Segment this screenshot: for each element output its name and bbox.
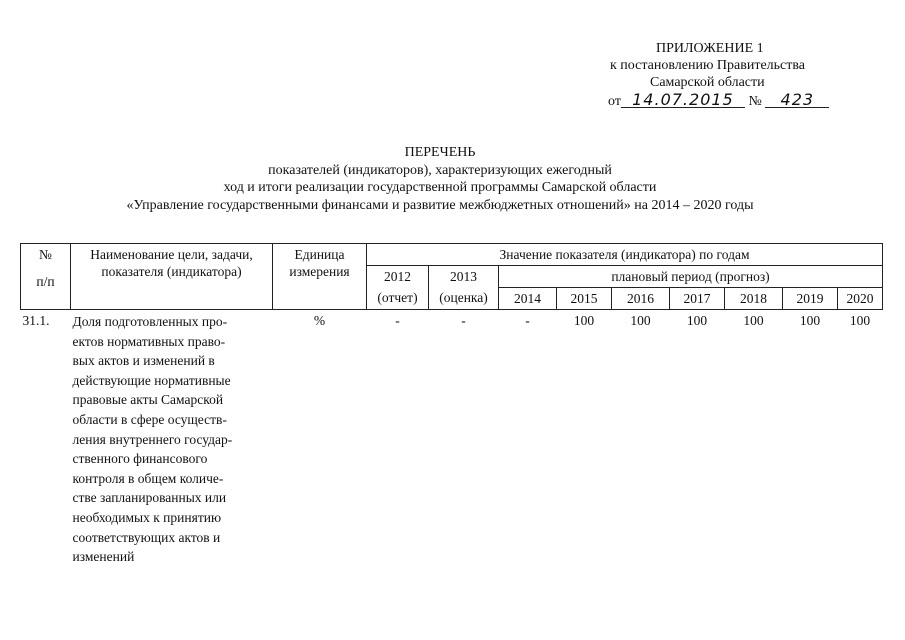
header-planned: плановый период (прогноз) [499,266,883,288]
header-2012-year: 2012 [384,269,411,284]
row-name-line: ектов нормативных право- [72,333,226,349]
header-num-line1: № [39,247,52,262]
row-value-2014: - [525,313,530,328]
row-name-line: области в сфере осуществ- [72,411,227,427]
header-year-2014: 2014 [499,288,557,310]
header-year-2016: 2016 [612,288,670,310]
row-value-2013: - [461,313,466,328]
header-year-2019: 2019 [783,288,838,310]
heading-line-3: «Управление государственными финансами и развитие межбюджетных отношений» на 2014 – 2020 годы [126,197,754,213]
row-value-2016: 100 [630,313,651,328]
header-year-2017: 2017 [670,288,725,310]
row-name-line: ления внутреннего государ- [72,431,233,447]
header-2012 [367,266,429,310]
date-prefix: от [608,94,621,109]
header-2013 [429,266,499,310]
appendix-line-resolution: к постановлению Правительства [610,58,806,73]
row-name-line: Доля подготовленных про- [72,314,228,329]
header-year-2015: 2015 [557,288,612,310]
row-name-line: изменений [72,549,135,565]
row-name [71,310,273,569]
table-row [21,310,883,569]
appendix-title: ПРИЛОЖЕНИЕ 1 [656,41,764,56]
header-2013-note: (оценка) [439,290,488,305]
row-name-line: действующие нормативные [72,372,231,388]
row-value-2018: 100 [743,313,764,328]
heading-line-2: ход и итоги реализации государственной программы Самарской области [223,180,657,195]
row-value-2017: 100 [686,313,708,328]
header-year-2018: 2018 [725,288,783,310]
row-value-2015: 100 [573,313,595,328]
row-name-line: стве запланированных или [72,490,227,506]
appendix-date-line [608,92,829,110]
row-name-line: контроля в общем количе- [72,470,224,486]
row-value-2020: 100 [849,313,871,328]
header-year-2020: 2020 [838,288,883,310]
appendix-line-region: Самарской области [650,75,765,90]
heading-title: ПЕРЕЧЕНЬ [404,145,476,160]
row-name-line: необходимых к принятию [72,509,222,525]
row-unit: % [313,313,326,328]
number-prefix: № [748,94,762,109]
row-name-line: правовые акты Самарской [72,392,224,408]
header-unit [273,244,367,310]
header-num [21,244,71,310]
header-name-line1: Наименование цели, задачи, [90,247,253,262]
indicators-table [20,243,883,569]
header-name [71,244,273,310]
row-name-line: ственного финансового [72,451,208,467]
row-num: 31.1. [22,313,50,328]
row-value-2019: 100 [799,313,821,328]
date-value: 14.07.2015 [621,92,745,108]
document-heading [30,144,850,214]
heading-line-1: показателей (индикаторов), характеризующих ежегодный [268,162,612,178]
header-num-line2: п/п [36,274,55,289]
row-value-2012: - [395,313,400,328]
header-unit-line1: Единица [294,247,345,262]
number-value: 423 [765,92,829,108]
header-2013-year: 2013 [450,269,477,284]
row-name-line: вых актов и изменений в [72,353,215,369]
header-unit-line2: измерения [289,264,350,279]
header-values: Значение показателя (индикатора) по годам [367,244,883,266]
header-2012-note: (отчет) [377,290,418,305]
header-name-line2: показателя (индикатора) [101,264,242,279]
row-name-line: соответствующих актов и [72,529,221,545]
